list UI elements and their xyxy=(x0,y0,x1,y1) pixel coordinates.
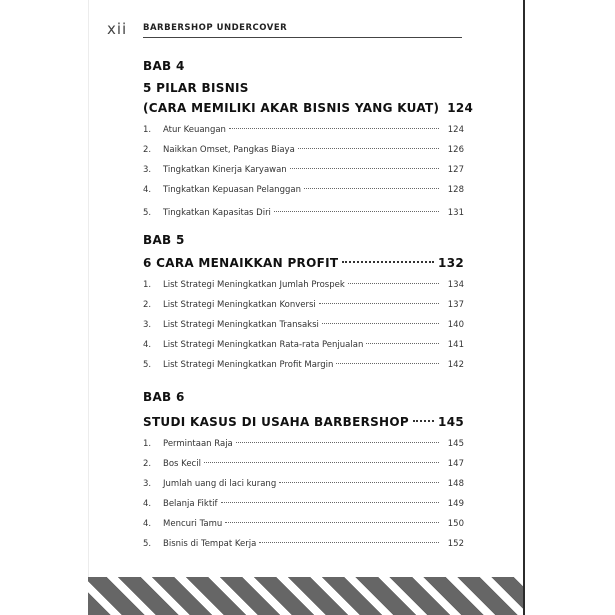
decorative-stripe-band xyxy=(88,577,523,615)
toc-item xyxy=(143,180,464,200)
chapter-page: 132 xyxy=(438,256,464,270)
toc-item-page: 126 xyxy=(447,145,464,155)
toc-item-title: Tingkatkan Kepuasan Pelanggan xyxy=(163,185,301,195)
chapter-page: 124 xyxy=(447,101,474,115)
page-binding-edge xyxy=(523,0,525,615)
toc-item xyxy=(143,474,464,494)
dot-leader xyxy=(279,474,439,483)
chapter-title-line xyxy=(143,98,474,118)
dot-leader xyxy=(274,203,439,212)
toc-item-page: 145 xyxy=(447,439,464,449)
toc-item-page: 141 xyxy=(447,340,464,350)
dot-leader xyxy=(204,454,439,463)
toc-item-title: List Strategi Meningkatkan Profit Margin xyxy=(163,360,334,370)
chapter-title-line xyxy=(143,253,464,273)
toc-item-number: 3. xyxy=(143,165,152,175)
toc-item-page: 152 xyxy=(447,539,464,549)
toc-item-title: Bos Kecil xyxy=(163,459,201,469)
toc-item-number: 3. xyxy=(143,320,152,330)
toc-item-page: 142 xyxy=(447,360,464,370)
running-head-title: BARBERSHOP UNDERCOVER xyxy=(143,23,288,33)
toc-item-number: 5. xyxy=(143,208,152,218)
toc-item-number: 4. xyxy=(143,340,152,350)
toc-item xyxy=(143,434,464,454)
toc-item-title: Jumlah uang di laci kurang xyxy=(163,479,277,489)
toc-item xyxy=(143,514,464,534)
dot-leader xyxy=(225,514,439,523)
dot-leader xyxy=(322,315,439,324)
chapter-title: 6 CARA MENAIKKAN PROFIT xyxy=(143,256,339,270)
toc-item-list xyxy=(143,434,464,554)
toc-item xyxy=(143,494,464,514)
toc-item-page: 150 xyxy=(447,519,464,529)
chapter-label: BAB 6 xyxy=(143,390,185,404)
toc-item-number: 2. xyxy=(143,145,152,155)
dot-leader xyxy=(290,160,439,169)
toc-item-page: 147 xyxy=(447,459,464,469)
toc-item-page: 127 xyxy=(447,165,464,175)
chapter-bab-6 xyxy=(143,388,464,554)
toc-item-page: 134 xyxy=(447,280,464,290)
toc-item-list xyxy=(143,275,464,375)
dot-leader xyxy=(413,410,434,422)
toc-item-number: 1. xyxy=(143,125,152,135)
toc-item-page: 128 xyxy=(447,185,464,195)
dot-leader xyxy=(259,534,439,543)
toc-item xyxy=(143,160,464,180)
chapter-label: BAB 4 xyxy=(143,59,185,73)
toc-item-number: 5. xyxy=(143,539,152,549)
toc-item-title: Naikkan Omset, Pangkas Biaya xyxy=(163,145,295,155)
toc-item-page: 148 xyxy=(447,479,464,489)
toc-item-title: Tingkatkan Kapasitas Diri xyxy=(163,208,271,218)
toc-item-title: List Strategi Meningkatkan Transaksi xyxy=(163,320,319,330)
chapter-title-line xyxy=(143,78,464,98)
chapter-bab-5 xyxy=(143,231,464,375)
toc-item-number: 3. xyxy=(143,479,152,489)
chapter-bab-4 xyxy=(143,57,474,223)
dot-leader xyxy=(366,335,439,344)
toc-item-title: List Strategi Meningkatkan Konversi xyxy=(163,300,316,310)
toc-item-title: Belanja Fiktif xyxy=(163,499,218,509)
chapter-page: 145 xyxy=(438,415,464,429)
toc-item-list xyxy=(143,120,464,223)
toc-item-number: 1. xyxy=(143,439,152,449)
toc-item xyxy=(143,120,464,140)
chapter-title: 5 PILAR BISNIS xyxy=(143,81,249,95)
toc-item-title: Tingkatkan Kinerja Karyawan xyxy=(163,165,287,175)
chapter-title: STUDI KASUS DI USAHA BARBERSHOP xyxy=(143,415,409,429)
toc-item-number: 2. xyxy=(143,300,152,310)
toc-item-title: Permintaan Raja xyxy=(163,439,233,449)
toc-item-number: 2. xyxy=(143,459,152,469)
toc-item-title: Atur Keuangan xyxy=(163,125,226,135)
dot-leader xyxy=(319,295,439,304)
running-head-rule xyxy=(143,37,462,38)
dot-leader xyxy=(221,494,439,503)
toc-item-number: 4. xyxy=(143,519,152,529)
toc-item-number: 4. xyxy=(143,185,152,195)
toc-item-title: List Strategi Meningkatkan Rata-rata Penjualan xyxy=(163,340,364,350)
toc-item xyxy=(143,454,464,474)
dot-leader xyxy=(348,275,439,284)
dot-leader xyxy=(304,180,439,189)
chapter-title: (CARA MEMILIKI AKAR BISNIS YANG KUAT) xyxy=(143,101,440,115)
toc-item xyxy=(143,295,464,315)
dot-leader xyxy=(342,251,434,263)
dot-leader xyxy=(236,434,439,443)
running-head xyxy=(107,18,462,40)
toc-item-number: 1. xyxy=(143,280,152,290)
toc-item xyxy=(143,275,464,295)
page-number: xii xyxy=(107,20,128,38)
toc-item-page: 131 xyxy=(447,208,464,218)
toc-item xyxy=(143,355,464,375)
toc-item xyxy=(143,315,464,335)
toc-item-number: 4. xyxy=(143,499,152,509)
toc-item-page: 149 xyxy=(447,499,464,509)
dot-leader xyxy=(298,140,439,149)
toc-item xyxy=(143,140,464,160)
toc-item-number: 5. xyxy=(143,360,152,370)
toc-item-title: Mencuri Tamu xyxy=(163,519,223,529)
toc-item xyxy=(143,335,464,355)
dot-leader xyxy=(336,355,439,364)
dot-leader xyxy=(229,120,439,129)
chapter-title-line xyxy=(143,412,464,432)
toc-item-page: 140 xyxy=(447,320,464,330)
toc-item xyxy=(143,203,464,223)
toc-item-page: 124 xyxy=(447,125,464,135)
toc-item-title: List Strategi Meningkatkan Jumlah Prospek xyxy=(163,280,345,290)
chapter-label: BAB 5 xyxy=(143,233,185,247)
toc-item-page: 137 xyxy=(447,300,464,310)
toc-item-title: Bisnis di Tempat Kerja xyxy=(163,539,257,549)
toc-item xyxy=(143,534,464,554)
